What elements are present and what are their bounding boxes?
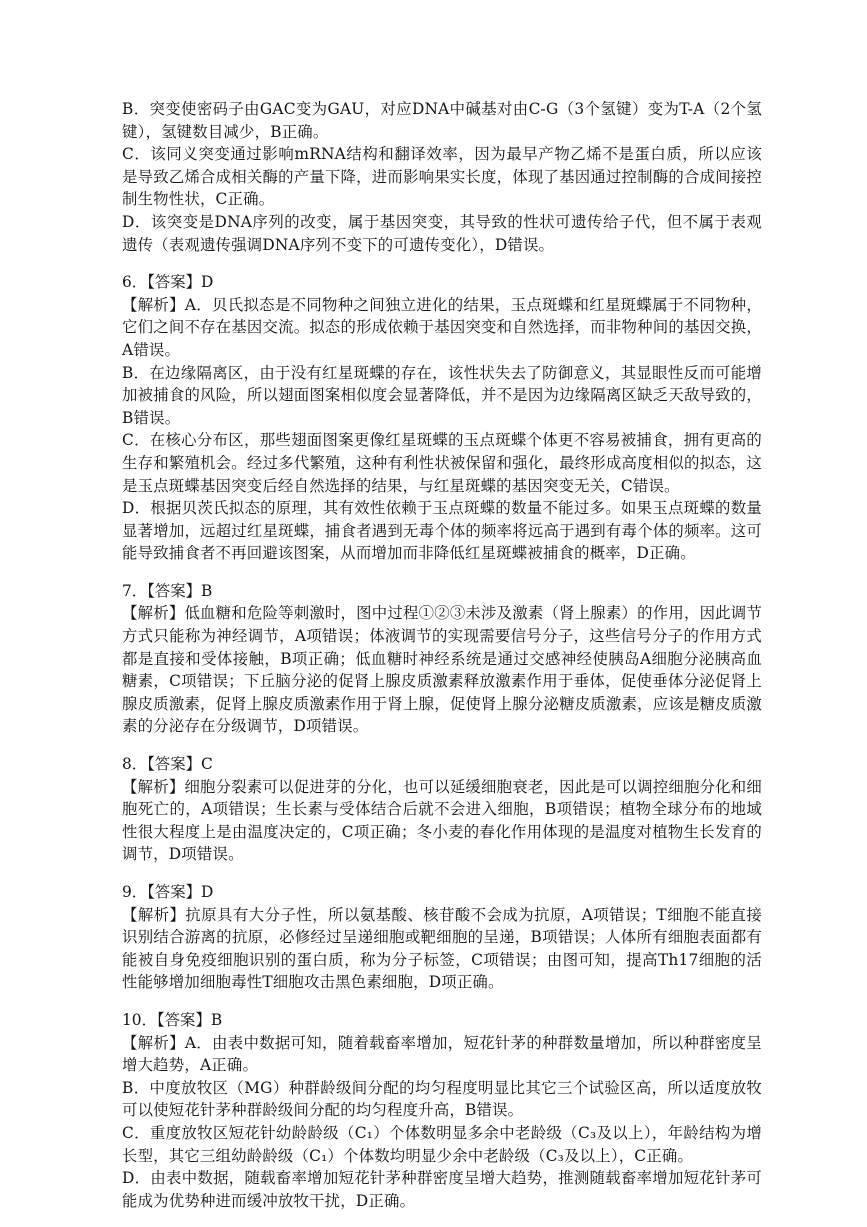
paragraph: 【解析】低血糖和危险等刺激时，图中过程①②③未涉及激素（肾上腺素）的作用，因此调节方式只能称为神经调节，A项错误；体液调节的实现需要信号分子，这些信号分子的作用方式都是直接和受体接触，B项正确；低血糖时神经系统是通过交感神经使胰岛A细胞分泌胰高血糖素，C项错误；下丘脑分泌的促肾上腺皮质激素释放激素作用于垂体，促使垂体分泌促肾上腺皮质激素，促肾上腺皮质激素作用于肾上腺，促使肾上腺分泌糖皮质激素，应该是糖皮质激素的分泌存在分级调节，D项错误。 xyxy=(122,604,762,736)
paragraph: 【解析】A．贝氏拟态是不同物种之间独立进化的结果，玉点斑蝶和红星斑蝶属于不同物种，它们之间不存在基因交流。拟态的形成依赖于基因突变和自然选择，而非物种间的基因交换，A错误。 xyxy=(122,295,762,359)
paragraph: B．中度放牧区（MG）种群龄级间分配的均匀程度明显比其它三个试验区高，所以适度放牧可以使短花针茅种群龄级间分配的均匀程度升高，B错误。 xyxy=(122,1078,762,1120)
paragraph: D．该突变是DNA序列的改变，属于基因突变，其导致的性状可遗传给子代，但不属于表观遗传（表观遗传强调DNA序列不变下的可遗传变化），D错误。 xyxy=(122,212,762,254)
document-page xyxy=(122,98,762,1227)
answer-10 xyxy=(122,1009,762,1212)
paragraph: 【解析】抗原具有大分子性，所以氨基酸、核苷酸不会成为抗原，A项错误；T细胞不能直接识别结合游离的抗原，必修经过呈递细胞或靶细胞的呈递，B项错误；人体所有细胞表面都有能被自身免疫细胞识别的蛋白质，称为分子标签，C项错误；由图可知，提高Th17细胞的活性能够增加细胞毒性T细胞攻击黑色素细胞，D项正确。 xyxy=(122,905,762,992)
paragraph: D．由表中数据，随载畜率增加短花针茅种群密度呈增大趋势，推测随载畜率增加短花针茅可能成为优势种进而缓冲放牧干扰，D正确。 xyxy=(122,1169,762,1210)
answer-heading: 6．【答案】D xyxy=(122,273,214,292)
answer-heading: 7．【答案】B xyxy=(122,581,213,600)
paragraph: 【解析】细胞分裂素可以促进芽的分化，也可以延缓细胞衰老，因此是可以调控细胞分化和细胞死亡的，A项错误；生长素与受体结合后就不会进入细胞，B项错误；植物全球分布的地域性很大程度上是由温度决定的，C项正确；冬小麦的春化作用体现的是温度对植物生长发育的调节，D项错误。 xyxy=(122,777,762,864)
paragraph: B．突变使密码子由GAC变为GAU，对应DNA中碱基对由C-G（3个氢键）变为T-A（2个氢键），氢键数目减少，B正确。 xyxy=(122,100,762,141)
answer-6 xyxy=(122,271,762,565)
paragraph: C．重度放牧区短花针幼龄龄级（C₁）个体数明显多余中老龄级（C₃及以上），年龄结构为增长型，其它三组幼龄龄级（C₁）个体数均明显少余中老龄级（C₃及以上），C正确。 xyxy=(122,1123,762,1165)
answer-9 xyxy=(122,881,762,994)
paragraph: B．在边缘隔离区，由于没有红星斑蝶的存在，该性状失去了防御意义，其显眼性反而可能增加被捕食的风险，所以翅面图案相似度会显著降低，并不是因为边缘隔离区缺乏天敌导致的，B错误。 xyxy=(122,363,762,427)
answer-heading: 10．【答案】B xyxy=(122,1010,223,1029)
answer-heading: 9．【答案】D xyxy=(122,883,214,901)
paragraph: C．该同义突变通过影响mRNA结构和翻译效率，因为最早产物乙烯不是蛋白质，所以应该是导致乙烯合成相关酶的产量下降，进而影响果实长度，体现了基因通过控制酶的合成间接控制生物性状，C正确。 xyxy=(122,145,762,209)
paragraph: D．根据贝茨氏拟态的原理，其有效性依赖于玉点斑蝶的数量不能过多。如果玉点斑蝶的数量显著增加，远超过红星斑蝶，捕食者遇到无毒个体的频率将远高于遇到有毒个体的频率。这可能导致捕食者不再回避该图案，从而增加而非降低红星斑蝶被捕食的概率，D正确。 xyxy=(122,499,762,563)
answer-8 xyxy=(122,753,762,866)
paragraph: 【解析】A．由表中数据可知，随着载畜率增加，短花针茅的种群数量增加，所以种群密度呈增大趋势，A正确。 xyxy=(122,1033,762,1075)
answer-7 xyxy=(122,580,762,738)
answer-5-continuation xyxy=(122,98,762,256)
paragraph: C．在核心分布区，那些翅面图案更像红星斑蝶的玉点斑蝶个体更不容易被捕食，拥有更高的生存和繁殖机会。经过多代繁殖，这种有利性状被保留和强化，最终形成高度相似的拟态，这是玉点斑蝶基因突变后经自然选择的结果，与红星斑蝶的基因突变无关，C错误。 xyxy=(122,431,762,495)
answer-heading: 8．【答案】C xyxy=(122,755,213,774)
